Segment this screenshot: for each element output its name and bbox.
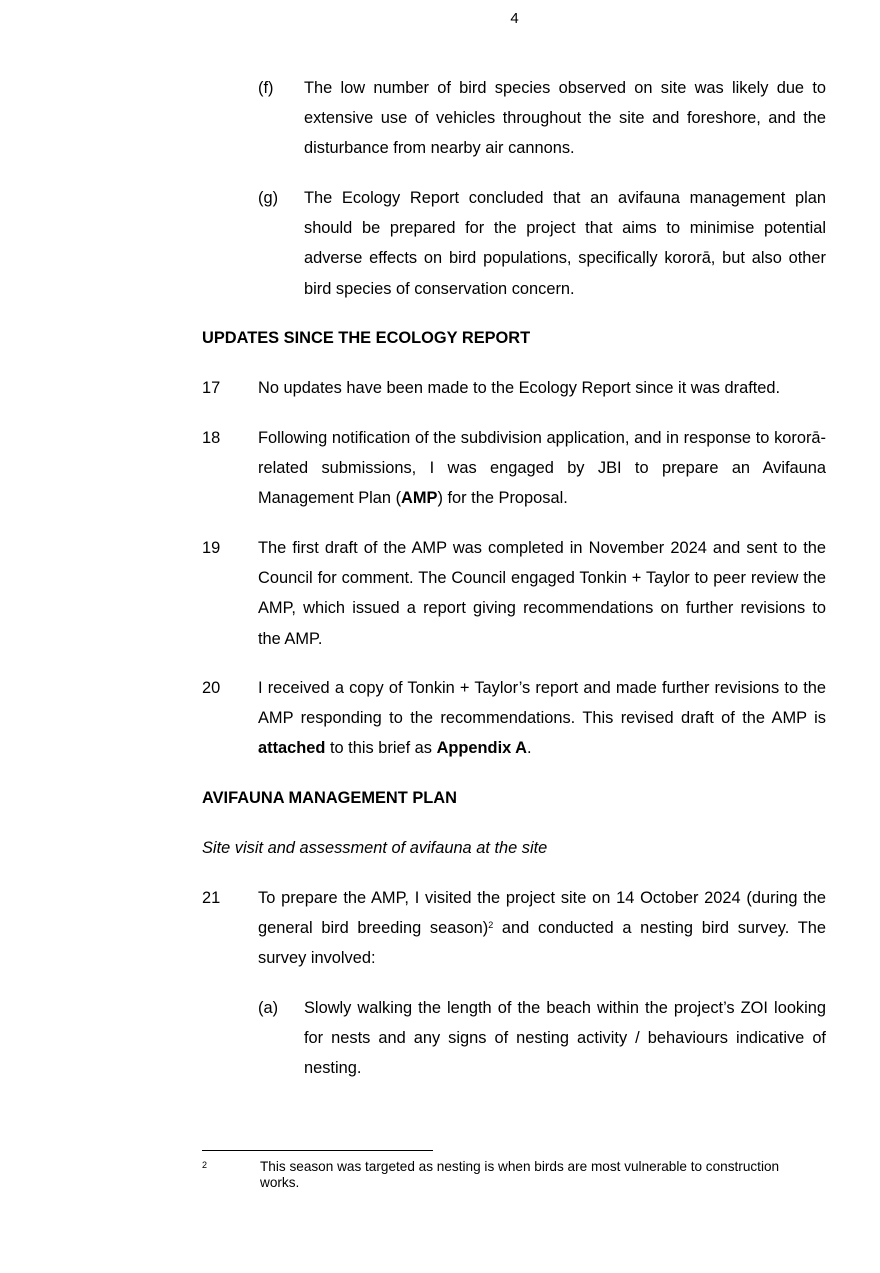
appendix-reference: Appendix A — [436, 739, 528, 758]
subsection-heading-site-visit: Site visit and assessment of avifauna at the site — [202, 839, 548, 857]
text-run: to this brief as — [325, 739, 437, 758]
paragraph-20 — [202, 673, 826, 764]
paragraph-text: The first draft of the AMP was completed in November 2024 and sent to the Council for comment. The Council engaged Tonkin + Taylor to peer review the AMP, which issued a report giving recommendations on further revisions to the AMP. — [258, 539, 826, 648]
footnote-reference[interactable]: 2 — [488, 920, 494, 931]
section-heading-amp: AVIFAUNA MANAGEMENT PLAN — [202, 789, 457, 807]
paragraph-17 — [202, 373, 826, 403]
bold-text: attached — [258, 739, 326, 758]
text-run: ) for the Proposal. — [437, 489, 568, 508]
paragraph-text — [258, 423, 826, 514]
section-heading-updates: UPDATES SINCE THE ECOLOGY REPORT — [202, 329, 531, 347]
subparagraph-a — [258, 993, 826, 1084]
text-run: . — [527, 739, 532, 758]
paragraph-number: 19 — [202, 539, 221, 557]
text-run: I received a copy of Tonkin + Taylor’s report and made further revisions to the AMP responding to the recommendations. This revised draft of the AMP is — [258, 679, 826, 728]
paragraph-number: 21 — [202, 889, 221, 907]
text-run: Following notification of the subdivision application, and in response to kororā-related submissions, I was engaged by JBI to prepare an Avifauna Management Plan ( — [258, 429, 826, 508]
footnote-mark: 2 — [202, 1160, 208, 1170]
footnote-text: This season was targeted as nesting is when birds are most vulnerable to construction works. — [260, 1159, 780, 1190]
paragraph-text: No updates have been made to the Ecology Report since it was drafted. — [258, 379, 781, 397]
footnote-separator — [202, 1150, 433, 1151]
paragraph-number: 18 — [202, 429, 221, 447]
subparagraph-text: The low number of bird species observed on site was likely due to extensive use of vehicles throughout the site and foreshore, and the disturbance from nearby air cannons. — [304, 79, 826, 158]
paragraph-21 — [202, 883, 826, 974]
paragraph-19 — [202, 533, 826, 654]
subparagraph-g — [258, 183, 826, 304]
subparagraph-label: (g) — [258, 189, 279, 207]
subparagraph-f — [258, 73, 826, 164]
paragraph-number: 20 — [202, 679, 221, 697]
paragraph-18 — [202, 423, 826, 514]
page-number: 4 — [510, 10, 519, 27]
subparagraph-text: The Ecology Report concluded that an avifauna management plan should be prepared for the project that aims to minimise potential adverse effects on bird populations, specifically kororā, but also other bird species of conservation concern. — [304, 189, 826, 298]
paragraph-text — [258, 673, 826, 764]
text-run: To prepare the AMP, I visited the project site on 14 October 2024 (during the general bird breeding season) — [258, 889, 826, 938]
subparagraph-label: (a) — [258, 999, 279, 1017]
paragraph-number: 17 — [202, 379, 221, 397]
text-run: and conducted a nesting bird survey. The survey involved: — [258, 919, 826, 968]
defined-term: AMP — [401, 489, 438, 508]
paragraph-text — [258, 883, 826, 974]
footnote — [202, 1159, 822, 1191]
subparagraph-text: Slowly walking the length of the beach within the project’s ZOI looking for nests and any signs of nesting activity / behaviours indicative of nesting. — [304, 999, 826, 1078]
subparagraph-label: (f) — [258, 79, 274, 97]
